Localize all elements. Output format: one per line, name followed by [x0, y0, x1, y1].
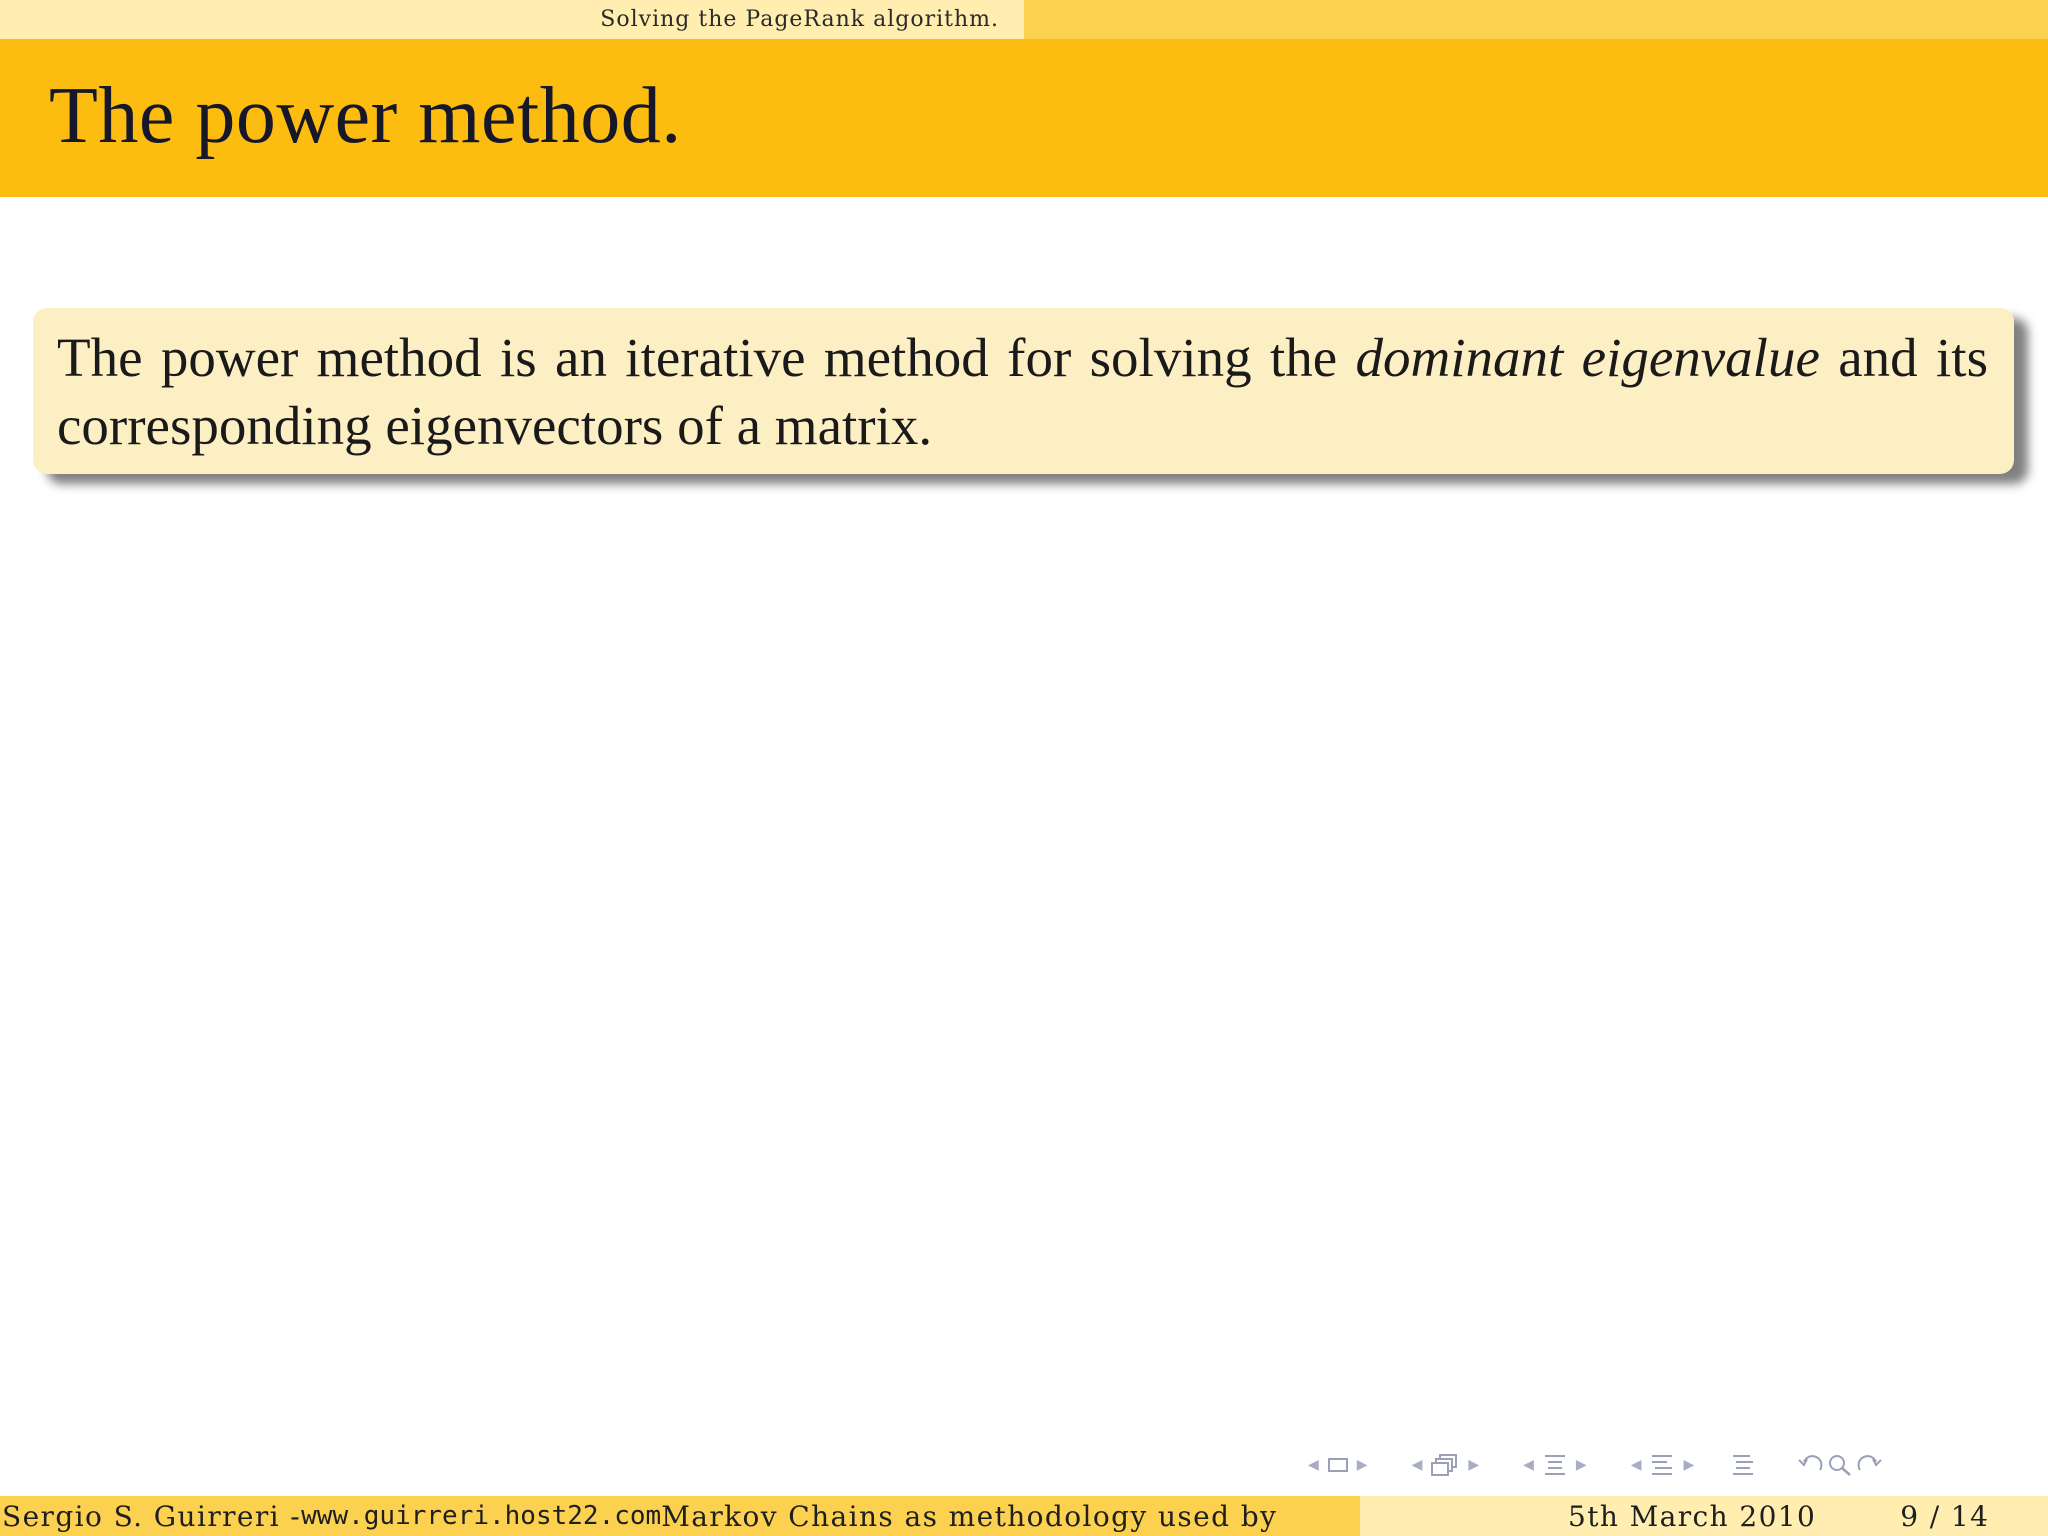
presentation-nav-group: [1623, 1452, 1703, 1478]
frame-title-bar: [0, 39, 2048, 197]
history-search-group: [1796, 1452, 1884, 1478]
definition-block: [33, 308, 2014, 474]
footer-url[interactable]: www.guirreri.host22.com: [301, 1501, 662, 1531]
footer-page-number: 9 / 14: [1900, 1499, 1990, 1533]
subsection-nav-icon[interactable]: [1430, 1453, 1460, 1477]
section-label[interactable]: Solving the PageRank algorithm.: [600, 7, 999, 32]
frame-nav-icon[interactable]: [1327, 1457, 1349, 1473]
footer-date-page: [1360, 1496, 2048, 1536]
beamer-navigation-bar: [1300, 1447, 2048, 1483]
forward-icon[interactable]: [1854, 1452, 1884, 1478]
subsection-next-arrow-icon[interactable]: ▶: [1468, 1457, 1480, 1473]
subsection-prev-arrow-icon[interactable]: ◀: [1411, 1457, 1423, 1473]
footer-date: 5th March 2010: [1568, 1499, 1817, 1533]
section-prev-arrow-icon[interactable]: ◀: [1523, 1457, 1534, 1473]
headline-subsection-area: [1024, 0, 2048, 39]
frame-next-arrow-icon[interactable]: ▶: [1356, 1457, 1368, 1473]
footline: [0, 1496, 2048, 1536]
back-icon[interactable]: [1796, 1452, 1826, 1478]
frame-prev-arrow-icon[interactable]: ◀: [1308, 1457, 1319, 1473]
section-nav-icon[interactable]: [1542, 1452, 1568, 1478]
block-text-start: The power method is an iterative method for solving the: [57, 327, 1356, 388]
presentation-prev-arrow-icon[interactable]: ◀: [1630, 1457, 1642, 1473]
section-nav-group: [1515, 1452, 1595, 1478]
outline-nav-group: [1730, 1452, 1756, 1478]
outline-icon[interactable]: [1730, 1452, 1756, 1478]
search-icon[interactable]: [1826, 1452, 1854, 1478]
headline-section-area: [0, 0, 1024, 39]
block-text: [57, 324, 1988, 460]
emphasized-term: dominant eigenvalue: [1355, 327, 1820, 388]
footer-author-title: [0, 1496, 1360, 1536]
frame-title: The power method.: [49, 71, 682, 160]
subsection-nav-group: [1404, 1453, 1488, 1477]
section-next-arrow-icon[interactable]: ▶: [1575, 1457, 1587, 1473]
headline-bar: [0, 0, 2048, 39]
frame-nav-group: [1300, 1457, 1376, 1473]
presentation-nav-icon[interactable]: [1649, 1452, 1675, 1478]
footer-author: Sergio S. Guirreri -: [2, 1499, 302, 1533]
presentation-next-arrow-icon[interactable]: ▶: [1683, 1457, 1695, 1473]
block-text-end: and its corresponding eigenvectors of a matrix.: [57, 327, 1988, 456]
footer-talk-title: Markov Chains as methodology used by: [661, 1499, 1278, 1533]
